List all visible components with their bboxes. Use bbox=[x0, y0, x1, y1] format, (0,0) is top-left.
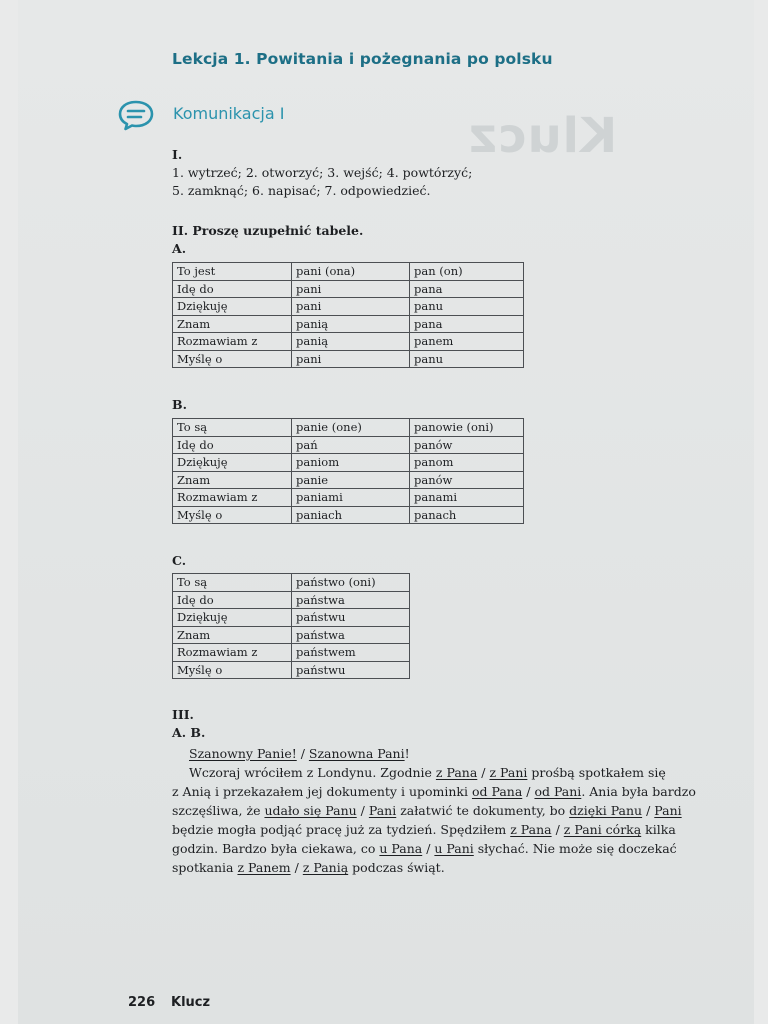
table-cell: Rozmawiam z bbox=[173, 333, 292, 351]
table-row bbox=[173, 280, 524, 298]
table-cell: Dziękuję bbox=[173, 298, 292, 316]
table-cell: panami bbox=[410, 489, 524, 507]
table-cell: Dziękuję bbox=[173, 454, 292, 472]
answer-underlined: udało się Panu bbox=[264, 803, 357, 818]
answer-underlined: Szanowny Panie! bbox=[189, 746, 297, 761]
text-segment: / bbox=[296, 746, 309, 761]
table-cell: panem bbox=[410, 333, 524, 351]
text-segment: / bbox=[422, 841, 435, 856]
table-cell: To jest bbox=[173, 263, 292, 281]
text-segment: spotkania bbox=[172, 860, 238, 875]
table-cell: pani bbox=[292, 280, 410, 298]
table-row bbox=[173, 489, 524, 507]
watermark-text: Klucz bbox=[468, 108, 618, 164]
footer-section: Klucz bbox=[171, 995, 211, 1010]
table-cell: Dziękuję bbox=[173, 609, 292, 627]
answer-underlined: u Pana bbox=[379, 841, 423, 856]
table-cell: państwu bbox=[292, 609, 410, 627]
table-row bbox=[173, 454, 524, 472]
table-row bbox=[173, 298, 524, 316]
letter-text bbox=[172, 744, 752, 877]
answer-underlined: od Pana bbox=[471, 784, 523, 799]
table-b-label: B. bbox=[172, 397, 187, 412]
table-a bbox=[172, 262, 524, 368]
table-row bbox=[173, 419, 524, 437]
answer-underlined: z Pana bbox=[510, 822, 552, 837]
exercise-1-numeral: I. bbox=[172, 147, 183, 162]
answer-underlined: od Pani bbox=[534, 784, 582, 799]
table-cell: Idę do bbox=[173, 591, 292, 609]
table-row bbox=[173, 333, 524, 351]
table-row bbox=[173, 436, 524, 454]
table-cell: panie (one) bbox=[292, 419, 410, 437]
text-segment: prośbą spotkałem się bbox=[527, 765, 666, 780]
answer-underlined: Pani bbox=[368, 803, 397, 818]
letter-line bbox=[172, 820, 752, 839]
text-segment: . Ania była bardzo bbox=[581, 784, 696, 799]
table-cell: Myślę o bbox=[173, 661, 292, 679]
exercise-1-line-2: 5. zamknąć; 6. napisać; 7. odpowiedzieć. bbox=[172, 183, 431, 198]
section-title: Komunikacja I bbox=[173, 104, 285, 123]
table-c bbox=[172, 573, 410, 679]
answer-underlined: z Panem bbox=[237, 860, 291, 875]
table-cell: Idę do bbox=[173, 436, 292, 454]
table-row bbox=[173, 350, 524, 368]
answer-underlined: u Pani bbox=[434, 841, 474, 856]
table-cell: Znam bbox=[173, 471, 292, 489]
table-b bbox=[172, 418, 524, 524]
answer-underlined: Szanowna Pani bbox=[308, 746, 405, 761]
exercise-2-title: II. Proszę uzupełnić tabele. bbox=[172, 223, 364, 238]
table-cell: Znam bbox=[173, 626, 292, 644]
table-cell: Rozmawiam z bbox=[173, 489, 292, 507]
exercise-1-line-1: 1. wytrzeć; 2. otworzyć; 3. wejść; 4. powtórzyć; bbox=[172, 165, 473, 180]
table-row bbox=[173, 591, 410, 609]
table-cell: Myślę o bbox=[173, 506, 292, 524]
table-cell: Idę do bbox=[173, 280, 292, 298]
table-cell: Myślę o bbox=[173, 350, 292, 368]
table-row bbox=[173, 644, 410, 662]
table-cell: To są bbox=[173, 419, 292, 437]
table-cell: pani (ona) bbox=[292, 263, 410, 281]
answer-underlined: z Pani córką bbox=[563, 822, 642, 837]
table-row bbox=[173, 263, 524, 281]
text-segment: / bbox=[522, 784, 535, 799]
table-cell: pani bbox=[292, 298, 410, 316]
text-segment: / bbox=[356, 803, 369, 818]
table-cell: pani bbox=[292, 350, 410, 368]
letter-line bbox=[172, 801, 752, 820]
page-number: 226 bbox=[128, 995, 156, 1010]
text-segment: kilka bbox=[641, 822, 676, 837]
table-cell: panowie (oni) bbox=[410, 419, 524, 437]
table-row bbox=[173, 315, 524, 333]
exercise-3-sub: A. B. bbox=[172, 725, 206, 740]
table-cell: państwu bbox=[292, 661, 410, 679]
lesson-title: Lekcja 1. Powitania i pożegnania po polsku bbox=[172, 50, 553, 68]
table-c-label: C. bbox=[172, 553, 187, 568]
text-segment: godzin. Bardzo była ciekawa, co bbox=[172, 841, 380, 856]
answer-underlined: Pani bbox=[654, 803, 682, 818]
table-cell: Znam bbox=[173, 315, 292, 333]
text-segment: / bbox=[290, 860, 303, 875]
letter-line bbox=[172, 858, 752, 877]
letter-line bbox=[172, 763, 752, 782]
answer-underlined: z Pani bbox=[489, 765, 528, 780]
table-cell: pan (on) bbox=[410, 263, 524, 281]
letter-line bbox=[172, 839, 752, 858]
text-segment: / bbox=[642, 803, 655, 818]
table-cell: panów bbox=[410, 471, 524, 489]
table-cell: paniom bbox=[292, 454, 410, 472]
table-row bbox=[173, 609, 410, 627]
table-cell: paniach bbox=[292, 506, 410, 524]
text-segment: z Anią i przekazałem jej dokumenty i upominki bbox=[172, 784, 472, 799]
text-segment: podczas świąt. bbox=[348, 860, 445, 875]
table-row bbox=[173, 471, 524, 489]
table-cell: panom bbox=[410, 454, 524, 472]
text-segment: będzie mogła podjąć pracę już za tydzień. Spędziłem bbox=[172, 822, 511, 837]
text-segment: słychać. Nie może się doczekać bbox=[473, 841, 677, 856]
table-cell: państwa bbox=[292, 626, 410, 644]
text-segment: ! bbox=[404, 746, 410, 761]
text-segment: załatwić te dokumenty, bo bbox=[396, 803, 570, 818]
table-cell: To są bbox=[173, 574, 292, 592]
table-cell: pana bbox=[410, 315, 524, 333]
table-cell: panią bbox=[292, 333, 410, 351]
table-cell: paniami bbox=[292, 489, 410, 507]
text-segment: szczęśliwa, że bbox=[172, 803, 265, 818]
text-segment: / bbox=[551, 822, 564, 837]
table-cell: pana bbox=[410, 280, 524, 298]
answer-underlined: dzięki Panu bbox=[569, 803, 643, 818]
speech-bubble-icon bbox=[117, 99, 155, 131]
text-segment: / bbox=[477, 765, 490, 780]
letter-salutation bbox=[172, 744, 752, 763]
table-cell: państwo (oni) bbox=[292, 574, 410, 592]
table-row bbox=[173, 574, 410, 592]
table-row bbox=[173, 506, 524, 524]
table-cell: panu bbox=[410, 350, 524, 368]
table-cell: panu bbox=[410, 298, 524, 316]
text-segment: Wczoraj wróciłem z Londynu. Zgodnie bbox=[189, 765, 436, 780]
table-cell: panie bbox=[292, 471, 410, 489]
table-cell: pań bbox=[292, 436, 410, 454]
table-cell: państwem bbox=[292, 644, 410, 662]
answer-underlined: z Panią bbox=[302, 860, 349, 875]
table-row bbox=[173, 626, 410, 644]
table-a-label: A. bbox=[172, 241, 187, 256]
table-cell: panią bbox=[292, 315, 410, 333]
table-cell: Rozmawiam z bbox=[173, 644, 292, 662]
exercise-3-numeral: III. bbox=[172, 707, 194, 722]
table-cell: panach bbox=[410, 506, 524, 524]
answer-underlined: z Pana bbox=[435, 765, 478, 780]
letter-line bbox=[172, 782, 752, 801]
table-row bbox=[173, 661, 410, 679]
table-cell: panów bbox=[410, 436, 524, 454]
table-cell: państwa bbox=[292, 591, 410, 609]
